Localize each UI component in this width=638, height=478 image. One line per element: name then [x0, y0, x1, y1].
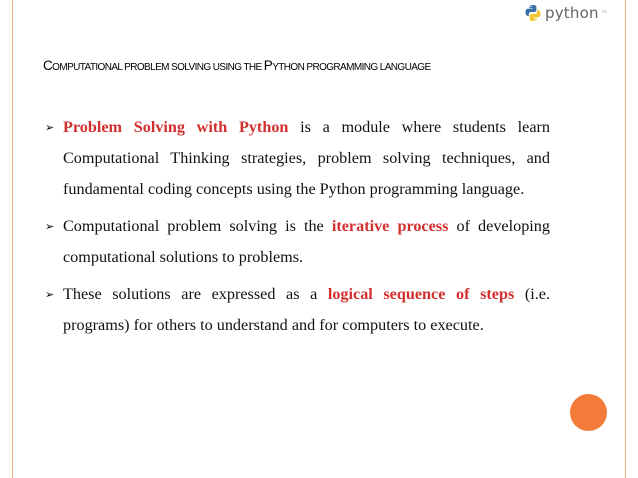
title-part: C	[43, 58, 53, 73]
bullet-item	[45, 112, 550, 205]
title-part: OMPUTATIONAL PROBLEM SOLVING USING THE	[52, 62, 264, 73]
decorative-orange-circle	[570, 394, 607, 431]
body-text: (i.e. programs) for others to understand and for computers to execute.	[63, 285, 550, 334]
python-snake-icon	[524, 4, 542, 22]
body-text: of developing computational solutions to problems.	[63, 217, 550, 266]
bullet-item	[45, 279, 550, 341]
python-logo	[524, 4, 607, 22]
bullet-list	[45, 112, 550, 347]
title-part: P	[263, 58, 273, 73]
slide-border-right	[625, 0, 626, 478]
python-wordmark: python	[545, 4, 599, 22]
highlight-text: iterative process	[331, 217, 449, 235]
body-text: Computational problem solving is the	[63, 217, 332, 235]
slide-title	[43, 58, 431, 73]
slide-border-left	[12, 0, 13, 478]
trademark-mark: ™	[601, 10, 607, 16]
bullet-text	[63, 112, 550, 205]
bullet-text	[63, 279, 550, 341]
bullet-text	[63, 211, 550, 273]
arrow-bullet-icon: ➢	[45, 288, 55, 301]
arrow-bullet-icon: ➢	[45, 121, 55, 134]
arrow-bullet-icon: ➢	[45, 220, 55, 233]
highlight-text: logical sequence of steps	[327, 285, 515, 303]
body-text: is a module where students learn Computational Thinking strategies, problem solving techniques, and fundamental coding concepts using the Python programming language.	[63, 118, 550, 198]
body-text: These solutions are expressed as a	[63, 285, 328, 303]
bullet-item	[45, 211, 550, 273]
highlight-text: Problem Solving with Python	[63, 118, 289, 136]
title-part: YTHON PROGRAMMING LANGUAGE	[272, 62, 431, 73]
